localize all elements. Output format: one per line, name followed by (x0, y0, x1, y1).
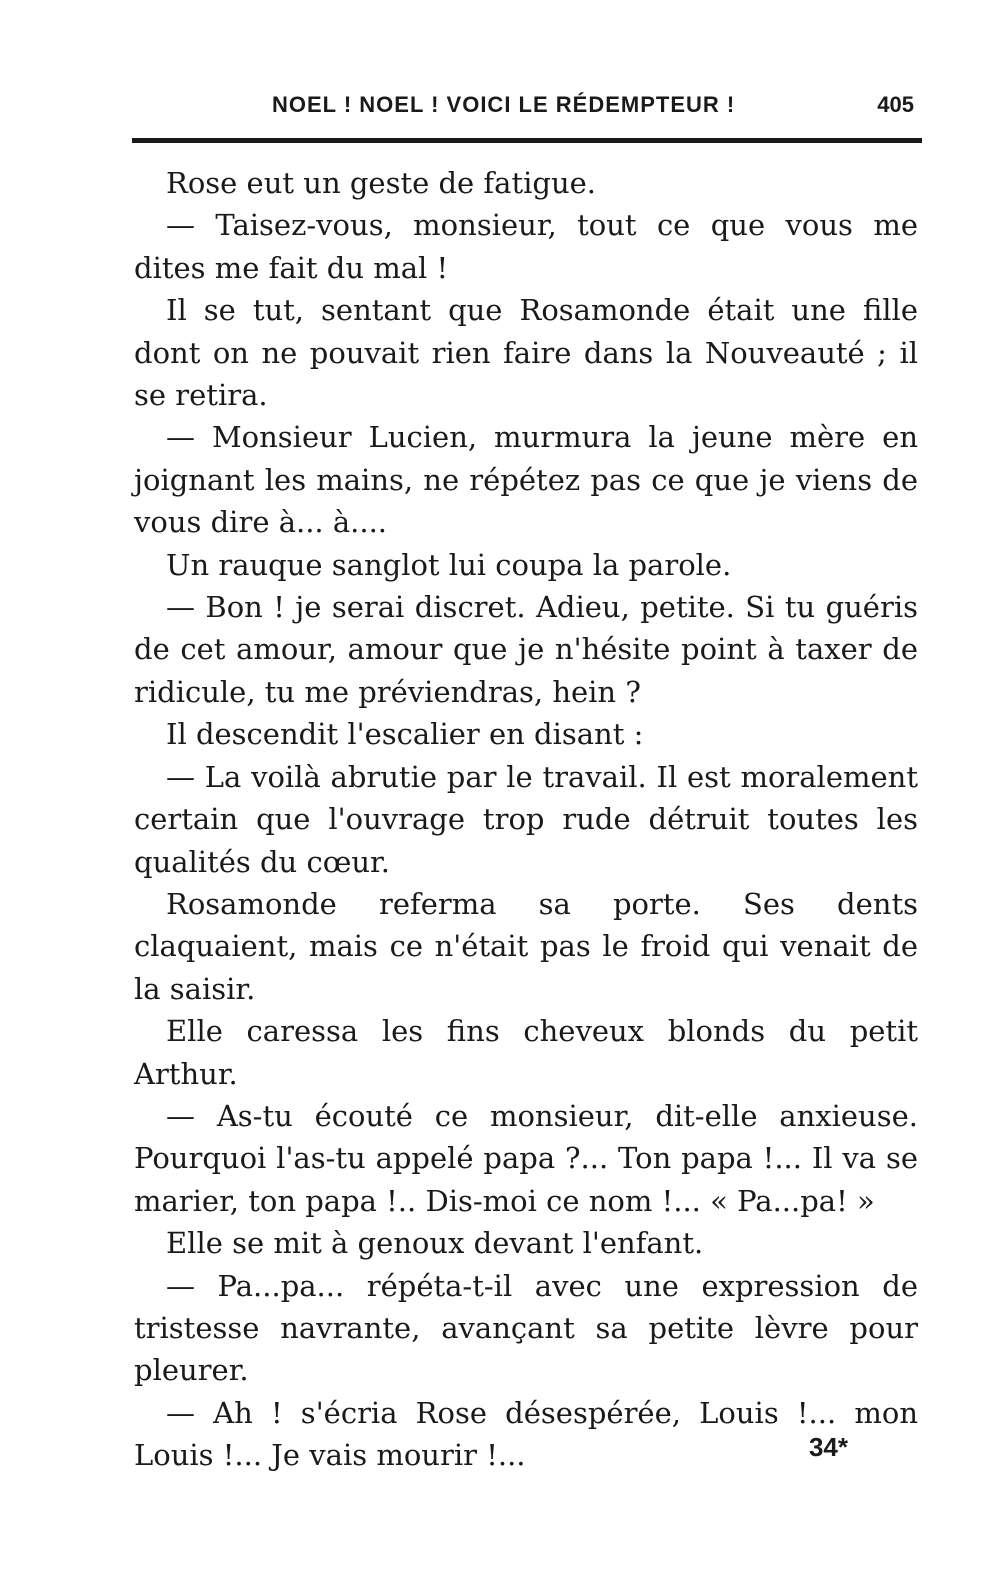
paragraph: Elle caressa les fins cheveux blonds du petit Arthur. (134, 1014, 918, 1091)
paragraph: — Ah ! s'écria Rose désespérée, Louis !... mon Louis !... Je vais mourir !... (134, 1395, 918, 1473)
paragraph: Il descendit l'escalier en disant : (166, 717, 644, 752)
running-header (132, 92, 922, 128)
paragraph: — As-tu écouté ce monsieur, dit-elle anxieuse. Pourquoi l'as-tu appelé papa ?... Ton papa !... Il va se marier, ton papa !.. Dis-moi ce nom !... « Pa...pa! » (134, 1098, 918, 1218)
page-number: 405 (877, 92, 914, 117)
paragraph: — Bon ! je serai discret. Adieu, petite. Si tu guéris de cet amour, amour que je n'hésite point à taxer de ridicule, tu me préviendras, hein ? (134, 590, 918, 709)
paragraph: Il se tut, sentant que Rosamonde était une fille dont on ne pouvait rien faire dans la Nouveauté ; il se retira. (134, 293, 918, 413)
body-text (134, 162, 918, 1477)
header-rule (132, 138, 922, 143)
paragraph: Un rauque sanglot lui coupa la parole. (166, 547, 732, 582)
paragraph: Rose eut un geste de fatigue. (166, 166, 597, 200)
paragraph: — Pa...pa... répéta-t-il avec une expression de tristesse navrante, avançant sa petite lèvre pour pleurer. (134, 1268, 918, 1388)
paragraph: — Monsieur Lucien, murmura la jeune mère en joignant les mains, ne répétez pas ce que je viens de vous dire à... à.... (134, 420, 918, 540)
running-title: NOEL ! NOEL ! VOICI LE RÉDEMPTEUR ! (272, 92, 736, 117)
paragraph: Elle se mit à genoux devant l'enfant. (166, 1226, 704, 1261)
paragraph: — Taisez-vous, monsieur, tout ce que vous me dites me fait du mal ! (134, 208, 918, 285)
paragraph: Rosamonde referma sa porte. Ses dents claquaient, mais ce n'était pas le froid qui venait de la saisir. (134, 886, 918, 1006)
paragraph: — La voilà abrutie par le travail. Il est moralement certain que l'ouvrage trop rude détruit toutes les qualités du cœur. (134, 759, 918, 879)
signature-mark: 34* (808, 1432, 848, 1462)
